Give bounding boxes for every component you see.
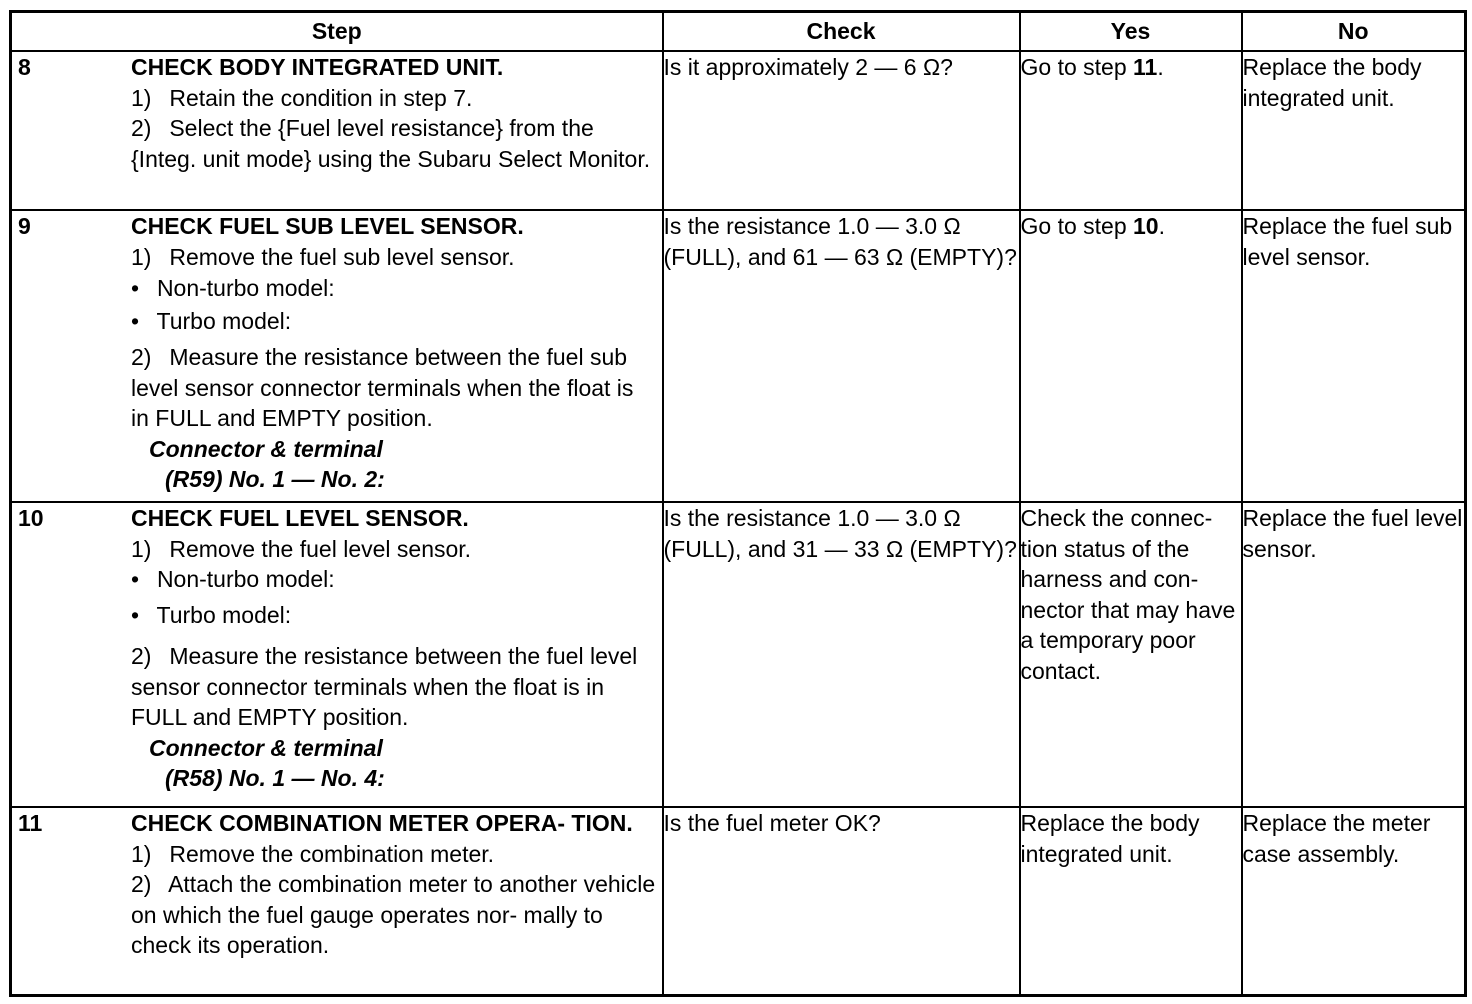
step-cell [11,51,663,210]
check-cell: Is it approximately 2 — 6 Ω? [663,51,1020,210]
step-instruction: 2) Measure the resistance between the fuel sub level sensor connector terminals when the float is in FULL and EMPTY position. [131,344,634,431]
table-row-step-11 [11,807,1466,995]
yes-text-suffix: . [1157,54,1164,80]
step-title: CHECK BODY INTEGRATED UNIT. [131,54,504,80]
step-instruction: 1) Remove the combination meter. [131,840,495,867]
step-instruction: 2) Attach the combination meter to another vehicle on which the fuel gauge operates nor- mally to check its operation. [131,871,656,958]
no-cell: Replace the meter case assembly. [1242,807,1466,995]
header-yes: Yes [1020,12,1242,52]
yes-text: Go to step [1020,54,1134,80]
step-cell [11,210,663,502]
bullet-item: • Turbo model: [131,308,292,334]
step-title: CHECK FUEL LEVEL SENSOR. [131,505,469,531]
step-instruction: 2) Measure the resistance between the fuel level sensor connector terminals when the float is in FULL and EMPTY position. [131,643,638,730]
table-row-step-8 [11,51,1466,210]
connector-terminal: (R58) No. 1 — No. 4: [165,765,385,791]
no-cell: Replace the body integrated unit. [1242,51,1466,210]
yes-text: Go to step [1020,213,1134,239]
check-cell: Is the resistance 1.0 — 3.0 Ω (FULL), and 61 — 63 Ω (EMPTY)? [663,210,1020,502]
step-instruction: 2) Select the {Fuel level resistance} from the {Integ. unit mode} using the Subaru Select Monitor. [131,115,651,172]
connector-label: Connector & terminal [149,435,383,462]
header-check: Check [663,12,1020,52]
yes-step-link: 11 [1133,54,1158,80]
yes-text-suffix: . [1158,213,1165,239]
step-title: CHECK FUEL SUB LEVEL SENSOR. [131,213,524,239]
table-row-step-10 [11,502,1466,807]
diagnosis-table [9,10,1467,997]
no-cell: Replace the fuel sub level sensor. [1242,210,1466,502]
connector-label: Connector & terminal [149,734,383,761]
connector-terminal: (R59) No. 1 — No. 2: [165,466,385,492]
step-instruction: 1) Remove the fuel level sensor. [131,535,472,562]
step-number: 11 [18,810,43,836]
yes-cell: Check the connec- tion status of the harness and con- nector that may have a temporary poor contact. [1020,502,1242,807]
step-number: 8 [18,54,31,80]
step-instruction: 1) Remove the fuel sub level sensor. [131,243,515,270]
table-row-step-9 [11,210,1466,502]
yes-cell: Replace the body integrated unit. [1020,807,1242,995]
bullet-item: • Non-turbo model: [131,275,335,301]
step-cell [11,502,663,807]
step-title: CHECK COMBINATION METER OPERA- TION. [131,810,633,836]
check-cell: Is the fuel meter OK? [663,807,1020,995]
bullet-item: • Non-turbo model: [131,566,335,592]
yes-cell [1020,210,1242,502]
yes-step-link: 10 [1133,213,1159,239]
step-instruction: 1) Retain the condition in step 7. [131,84,473,111]
step-cell [11,807,663,995]
yes-cell [1020,51,1242,210]
bullet-item: • Turbo model: [131,602,292,628]
header-step: Step [11,12,663,52]
check-cell: Is the resistance 1.0 — 3.0 Ω (FULL), and 31 — 33 Ω (EMPTY)? [663,502,1020,807]
header-row [11,12,1466,52]
step-number: 10 [18,505,44,531]
step-number: 9 [18,213,31,239]
header-no: No [1242,12,1466,52]
no-cell: Replace the fuel level sensor. [1242,502,1466,807]
